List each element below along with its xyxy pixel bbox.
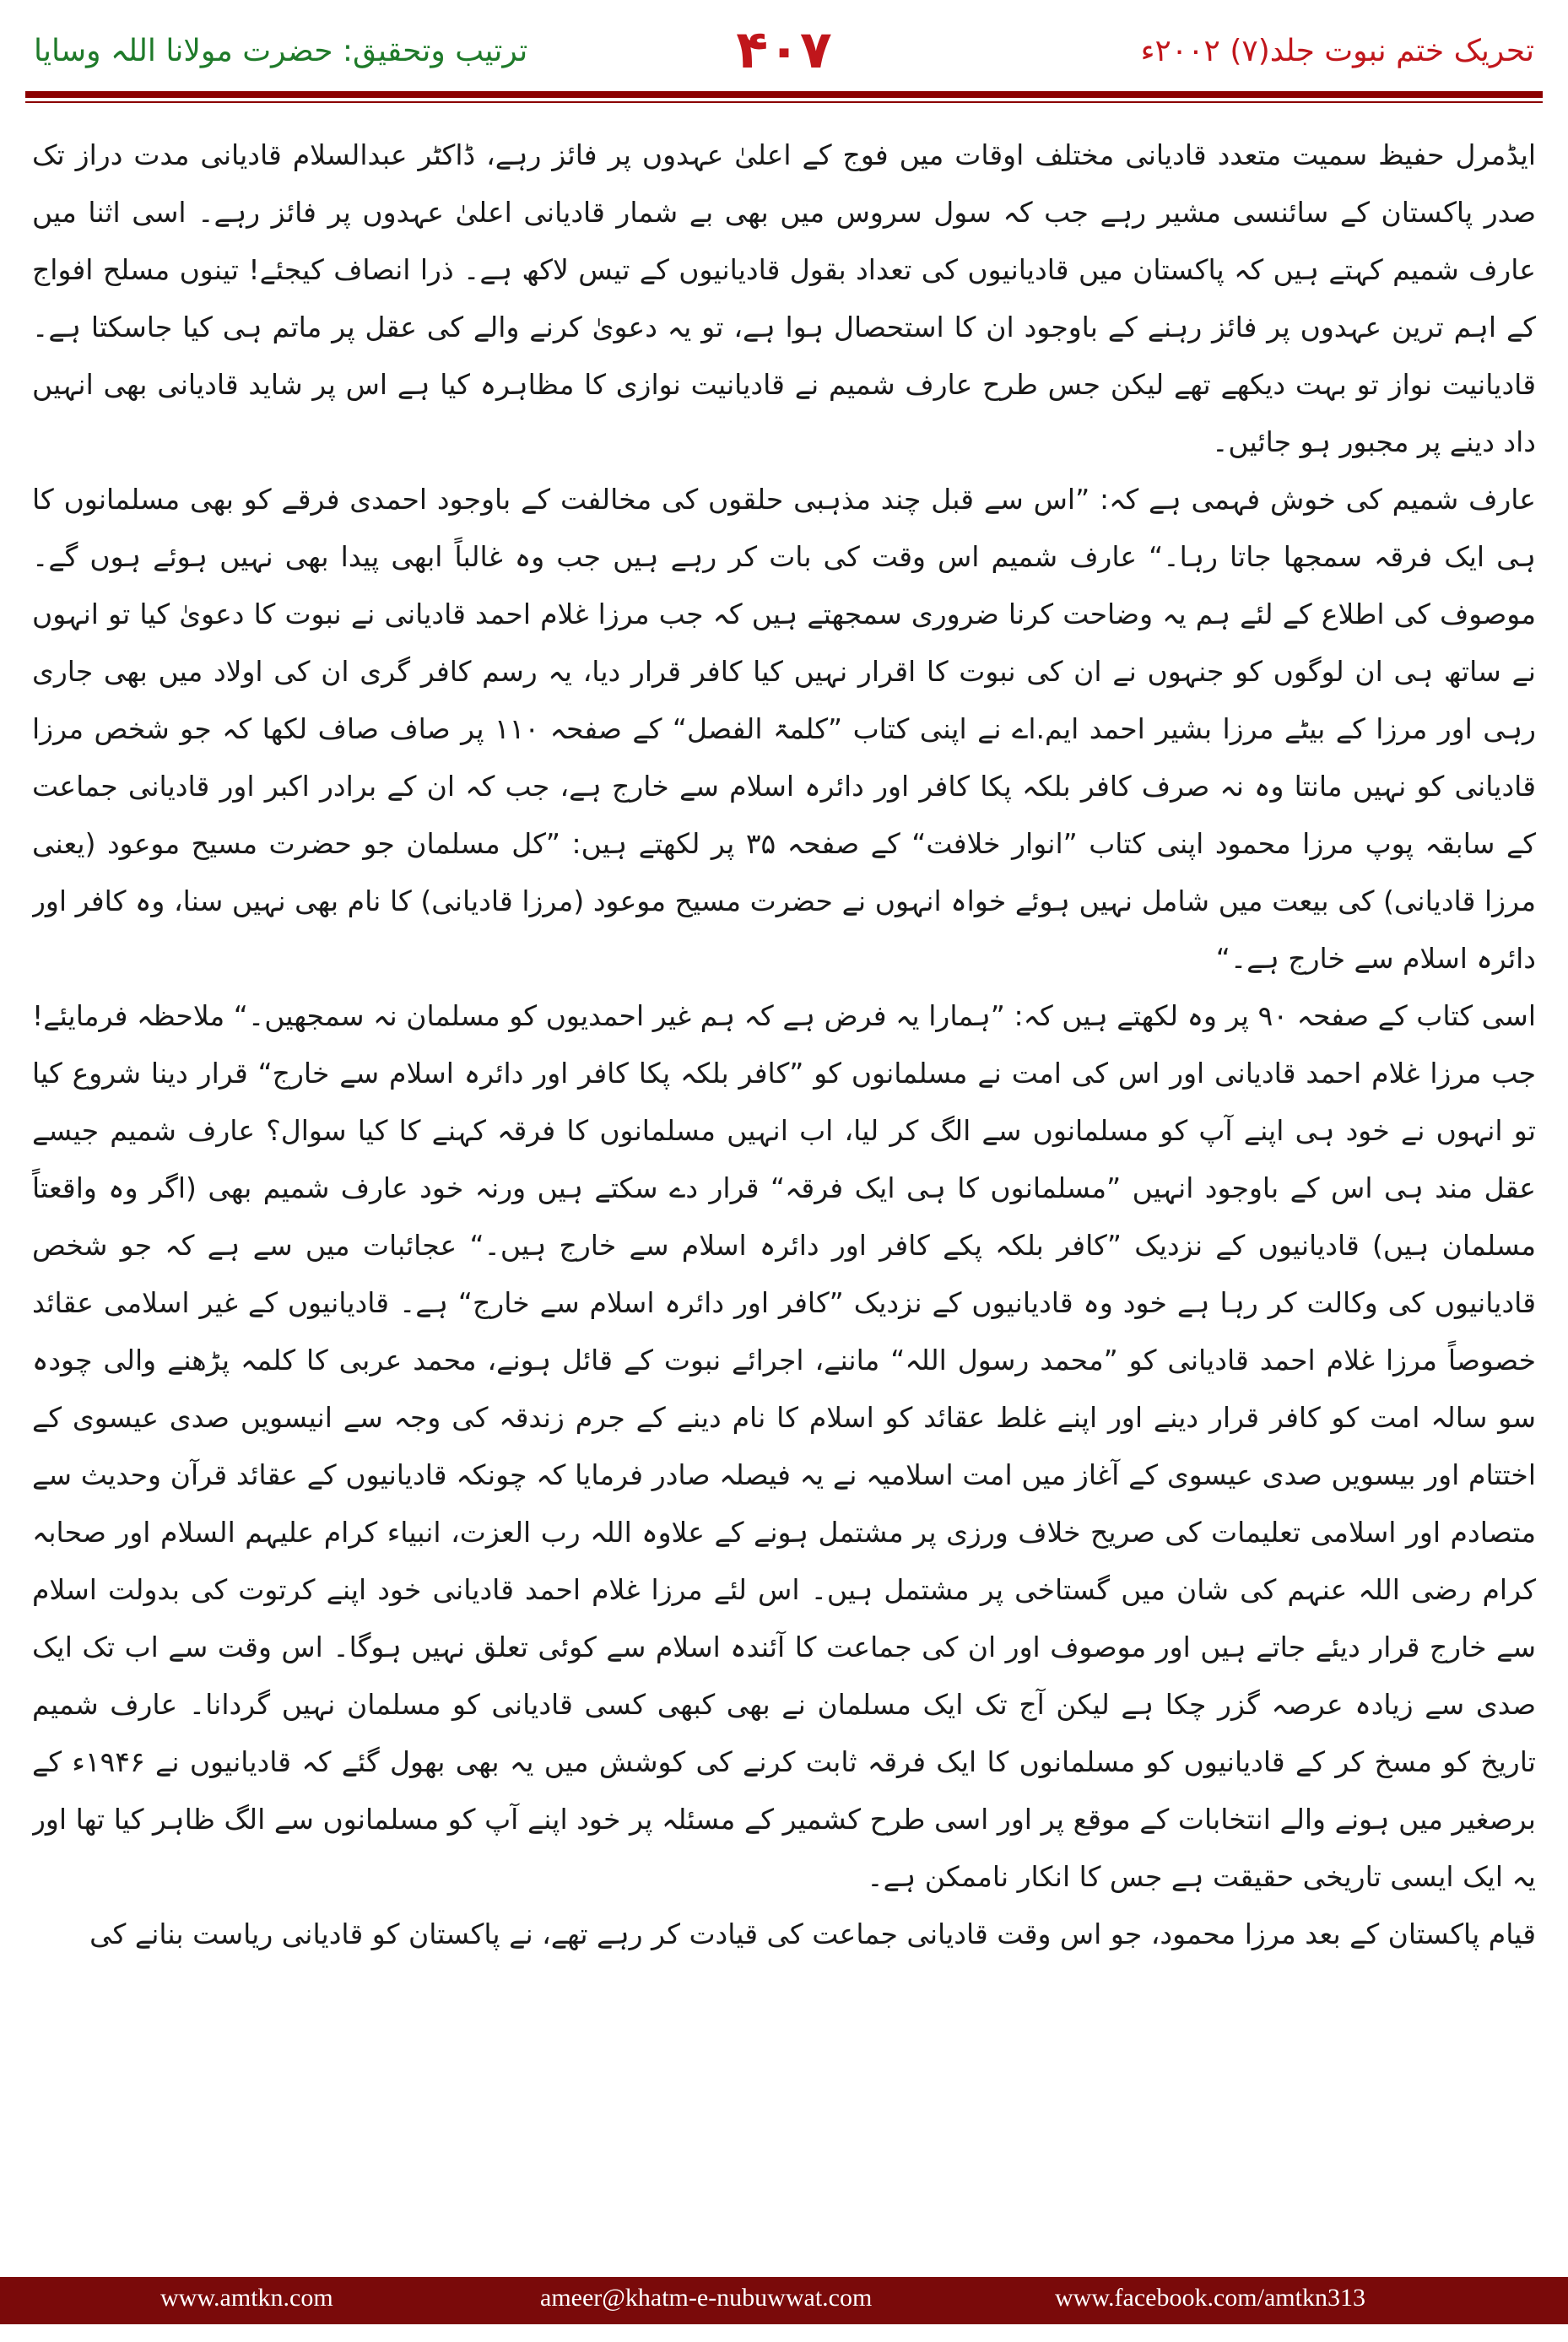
header-book-title: تحریک ختم نبوت جلد(۷) ۲۰۰۲ء [1140,34,1534,68]
page-number: ۴۰۷ [736,19,832,80]
header-divider-thin [25,101,1543,103]
paragraph: ایڈمرل حفیظ سمیت متعدد قادیانی مختلف اوقات میں فوج کے اعلیٰ عہدوں پر فائز رہے، ڈاکٹر عبدالسلام قادیانی مدت دراز تک صدر پاکستان کے سائنسی مشیر رہے جب کہ سول سروس میں بھی بے شمار قادیانی اعلیٰ عہدوں پر فائز رہے۔ اسی اثنا میں عارف شمیم کہتے ہیں کہ پاکستان میں قادیانیوں کی تعداد بقول قادیانیوں کے تیس لاکھ ہے۔ ذرا انصاف کیجئے! تینوں مسلح افواج کے اہم ترین عہدوں پر فائز رہنے کے باوجود ان کا استحصال ہوا ہے، تو یہ دعویٰ کرنے والے کی عقل پر ماتم ہی کیا جاسکتا ہے۔ قادیانیت نواز تو بہت دیکھے تھے لیکن جس طرح عارف شمیم نے قادیانیت نوازی کا مظاہرہ کیا ہے اس پر شاید قادیانی بھی انہیں داد دینے پر مجبور ہو جائیں۔ [32,138,1536,458]
paragraph: عارف شمیم کی خوش فہمی ہے کہ: ”اس سے قبل چند مذہبی حلقوں کی مخالفت کے باوجود احمدی فرقے کو بھی مسلمانوں کا ہی ایک فرقہ سمجھا جاتا رہا۔“ عارف شمیم اس وقت کی بات کر رہے ہیں جب وہ غالباً ابھی پیدا بھی نہیں ہوئے ہوں گے۔ موصوف کی اطلاع کے لئے ہم یہ وضاحت کرنا ضروری سمجھتے ہیں کہ جب مرزا غلام احمد قادیانی نے نبوت کا دعویٰ کیا تو انہوں نے ساتھ ہی ان لوگوں کو جنہوں نے ان کی نبوت کا اقرار نہیں کیا کافر قرار دیا، یہ رسم کافر گری ان کی اولاد میں بھی جاری رہی اور مرزا کے بیٹے مرزا بشیر احمد ایم.اے نے اپنی کتاب ”کلمۃ الفصل“ کے صفحہ ۱۱۰ پر صاف صاف لکھا کہ جو شخص مرزا قادیانی کو نہیں مانتا وہ نہ صرف کافر بلکہ پکا کافر اور دائرہ اسلام سے خارج ہے، جب کہ ان کے برادر اکبر اور قادیانی جماعت کے سابقہ پوپ مرزا محمود اپنی کتاب ”انوار خلافت“ کے صفحہ ۳۵ پر لکھتے ہیں: ”کل مسلمان جو حضرت مسیح موعود (یعنی مرزا قادیانی) کی بیعت میں شامل نہیں ہوئے خواہ انہوں نے حضرت مسیح موعود (مرزا قادیانی) کا نام بھی نہیں سنا، وہ کافر اور دائرہ اسلام سے خارج ہے۔“ [32,483,1536,975]
header-compiler: ترتیب وتحقیق: حضرت مولانا اللہ وسایا [34,34,528,68]
footer-bar [0,2277,1568,2324]
header-divider [25,91,1543,98]
footer-facebook-link[interactable]: www.facebook.com/amtkn313 [1055,2284,1365,2312]
paragraph: قیام پاکستان کے بعد مرزا محمود، جو اس وقت قادیانی جماعت کی قیادت کر رہے تھے، نے پاکستان کو قادیانی ریاست بنانے کی [89,1917,1536,1950]
paragraph: اسی کتاب کے صفحہ ۹۰ پر وہ لکھتے ہیں کہ: ”ہمارا یہ فرض ہے کہ ہم غیر احمدیوں کو مسلمان نہ سمجھیں۔“ ملاحظہ فرمایئے! جب مرزا غلام احمد قادیانی اور اس کی امت نے مسلمانوں کو ”کافر بلکہ پکا کافر اور دائرہ اسلام سے خارج“ قرار دینا شروع کیا تو انہوں نے خود ہی اپنے آپ کو مسلمانوں سے الگ کر لیا، اب انہیں مسلمانوں کا فرقہ کہنے کا کیا سوال؟ عارف شمیم جیسے عقل مند ہی اس کے باوجود انہیں ”مسلمانوں کا ہی ایک فرقہ“ قرار دے سکتے ہیں ورنہ خود عارف شمیم بھی (اگر وہ واقعتاً مسلمان ہیں) قادیانیوں کے نزدیک ”کافر بلکہ پکے کافر اور دائرہ اسلام سے خارج ہیں۔“ عجائبات میں سے ہے کہ جو شخص قادیانیوں کی وکالت کر رہا ہے خود وہ قادیانیوں کے نزدیک ”کافر اور دائرہ اسلام سے خارج“ ہے۔ قادیانیوں کے غیر اسلامی عقائد خصوصاً مرزا غلام احمد قادیانی کو ”محمد رسول اللہ“ ماننے، اجرائے نبوت کے قائل ہونے، محمد عربی کا کلمہ پڑھنے والی چودہ سو سالہ امت کو کافر قرار دینے اور اپنے غلط عقائد کو اسلام کا نام دینے کے جرم زندقہ کی وجہ سے انیسویں صدی عیسوی کے اختتام اور بیسویں صدی عیسوی کے آغاز میں امت اسلامیہ نے یہ فیصلہ صادر فرمایا کہ چونکہ قادیانیوں کے عقائد قرآن وحدیث سے متصادم اور اسلامی تعلیمات کی صریح خلاف ورزی پر مشتمل ہونے کے علاوہ اللہ رب العزت، انبیاء کرام علیہم السلام اور صحابہ کرام رضی اللہ عنہم کی شان میں گستاخی پر مشتمل ہیں۔ اس لئے مرزا غلام احمد قادیانی خود اپنے کرتوت کی بدولت اسلام سے خارج قرار دیئے جاتے ہیں اور موصوف اور ان کی جماعت کا آئندہ اسلام سے کوئی تعلق نہیں ہوگا۔ اس وقت سے اب تک ایک صدی سے زیادہ عرصہ گزر چکا ہے لیکن آج تک ایک مسلمان نے بھی کبھی کسی قادیانی کو مسلمان نہیں گردانا۔ عارف شمیم تاریخ کو مسخ کر کے قادیانیوں کو مسلمانوں کا ایک فرقہ ثابت کرنے کی کوشش میں یہ بھی بھول گئے کہ قادیانیوں نے ۱۹۴۶ء کے برصغیر میں ہونے والے انتخابات کے موقع پر اور اسی طرح کشمیر کے مسئلہ پر خود اپنے آپ کو مسلمانوں سے الگ ظاہر کیا تھا اور یہ ایک ایسی تاریخی حقیقت ہے جس کا انکار ناممکن ہے۔ [32,999,1536,1893]
footer-email-link[interactable]: ameer@khatm-e-nubuwwat.com [540,2284,873,2312]
footer-website-link[interactable]: www.amtkn.com [160,2284,333,2312]
page-header [0,0,1568,93]
article-body [32,127,1536,2220]
